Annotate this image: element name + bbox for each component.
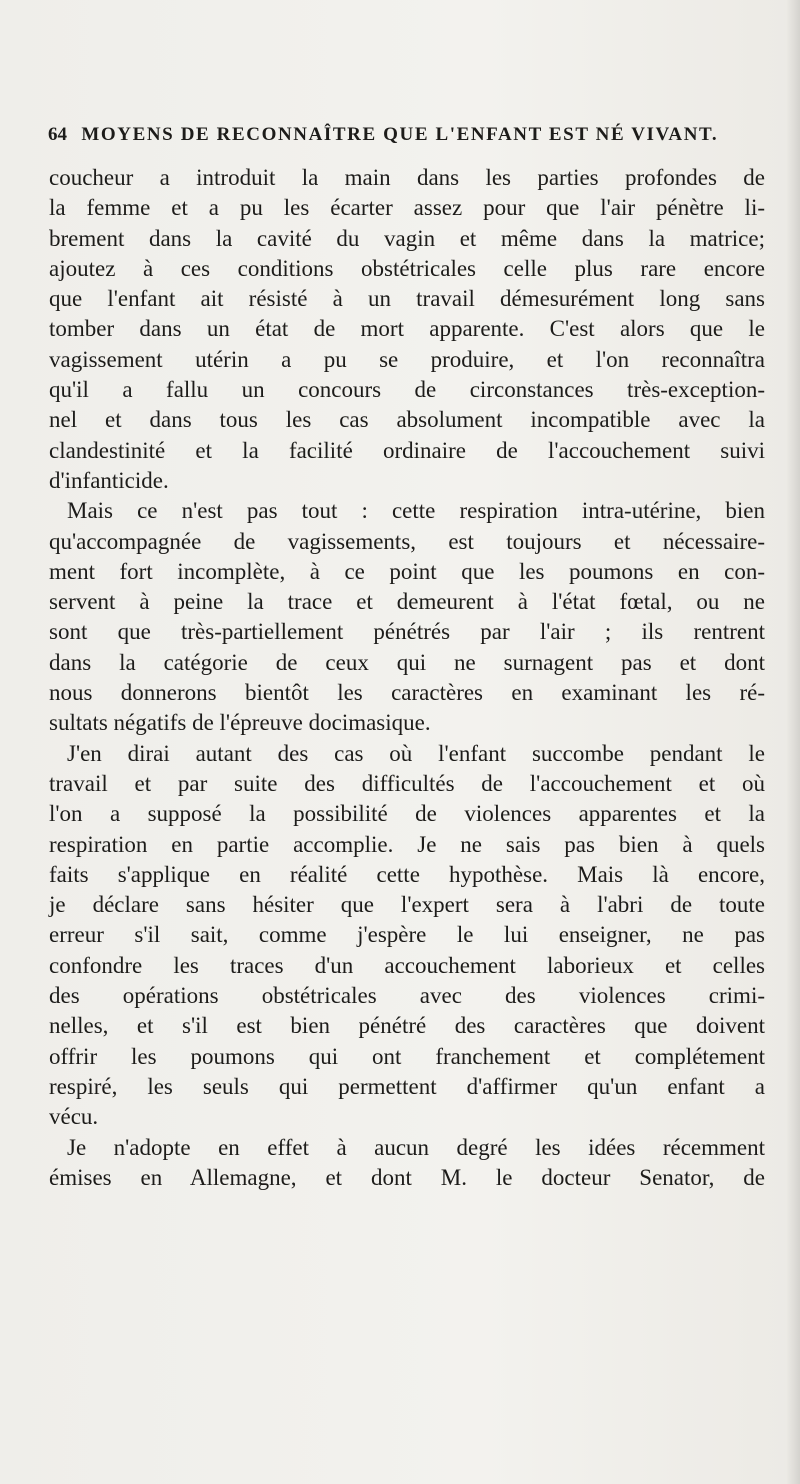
text-line: des opérations obstétricales avec des violences crimi- <box>49 983 765 1009</box>
text-line: Mais ce n'est pas tout : cette respiration intra-utérine, bien <box>67 498 765 524</box>
text-line: sultats négatifs de l'épreuve docimasique. <box>49 710 431 736</box>
text-line: d'infanticide. <box>49 467 169 493</box>
text-line: qu'accompagnée de vagissements, est toujours et nécessaire- <box>49 528 765 554</box>
text-line: nelles, et s'il est bien pénétré des caractères que doivent <box>49 1013 765 1039</box>
text-line: respiré, les seuls qui permettent d'affirmer qu'un enfant a <box>49 1073 765 1099</box>
text-line: je déclare sans hésiter que l'expert sera à l'abri de toute <box>49 892 765 918</box>
text-line: sont que très-partiellement pénétrés par l'air ; ils rentrent <box>49 619 765 645</box>
text-line: clandestinité et la facilité ordinaire de l'accouchement suivi <box>49 437 765 463</box>
running-title: MOYENS DE RECONNAÎTRE QUE L'ENFANT EST NÉ VIVANT. <box>81 124 719 145</box>
text-line: nel et dans tous les cas absolument incompatible avec la <box>49 407 765 433</box>
page-edge-shadow <box>786 0 800 1484</box>
text-line: ajoutez à ces conditions obstétricales celle plus rare encore <box>49 255 765 281</box>
text-line: J'en dirai autant des cas où l'enfant succombe pendant le <box>67 740 765 766</box>
text-line: confondre les traces d'un accouchement laborieux et celles <box>49 952 765 978</box>
text-line: dans la catégorie de ceux qui ne surnagent pas et dont <box>49 649 765 675</box>
text-line: respiration en partie accomplie. Je ne sais pas bien à quels <box>49 831 765 857</box>
page-number: 64 <box>48 124 67 145</box>
text-line: coucheur a introduit la main dans les parties profondes de <box>49 165 765 190</box>
text-line: qu'il a fallu un concours de circonstances très-exception- <box>49 377 765 403</box>
text-line: Je n'adopte en effet à aucun degré les idées récemment <box>67 1134 765 1160</box>
text-line: l'on a supposé la possibilité de violences apparentes et la <box>49 801 765 827</box>
text-line: émises en Allemagne, et dont M. le docteur Senator, de <box>49 1164 765 1190</box>
text-line: vagissement utérin a pu se produire, et l'on reconnaîtra <box>49 346 765 372</box>
text-line: que l'enfant ait résisté à un travail démesurément long sans <box>49 286 765 312</box>
text-line: travail et par suite des difficultés de l'accouchement et où <box>49 770 765 796</box>
text-line: nous donnerons bientôt les caractères en examinant les ré- <box>49 680 765 706</box>
text-line: tomber dans un état de mort apparente. C'est alors que le <box>49 316 765 342</box>
body-text <box>49 163 765 1193</box>
text-line: erreur s'il sait, comme j'espère le lui enseigner, ne pas <box>49 922 765 948</box>
text-line: offrir les poumons qui ont franchement et complétement <box>49 1043 765 1069</box>
text-line: brement dans la cavité du vagin et même dans la matrice; <box>49 225 765 251</box>
running-header <box>48 124 768 146</box>
text-line: faits s'applique en réalité cette hypothèse. Mais là encore, <box>49 861 765 887</box>
text-line: vécu. <box>49 1104 99 1130</box>
text-line: ment fort incomplète, à ce point que les poumons en con- <box>49 558 765 584</box>
text-line: la femme et a pu les écarter assez pour que l'air pénètre li- <box>49 195 765 221</box>
text-line: servent à peine la trace et demeurent à l'état fœtal, ou ne <box>49 589 765 615</box>
